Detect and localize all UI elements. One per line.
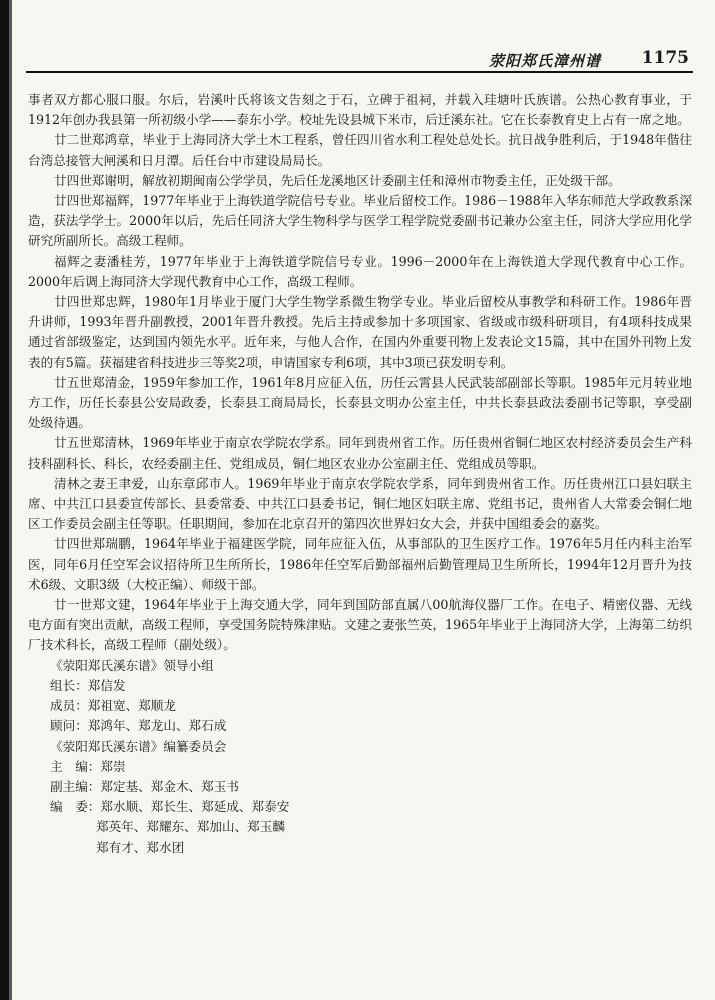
- header-rule: [26, 71, 693, 73]
- scan-binding-shadow: [9, 0, 12, 1000]
- page-header: [26, 48, 693, 72]
- page-number: 1175: [641, 48, 689, 68]
- paragraph-zheng-zhonghui: 廿四世郑忠辉，1980年1月毕业于厦门大学生物学系微生物学专业。毕业后留校从事教学和科研工作。1986年晋升讲师，1993年晋升副教授，2001年晋升教授。先后主持或参加十多项国家、省级或市级科研项目，有4项科技成果通过省部级鉴定，达到国内领先水平。近年来，与他人合作，在国内外重要刊物上发表论文15篇，其中在国外刊物上发表的有5篇。获福建省科技进步三等奖2项，申请国家专利6项，其中3项已获发明专利。: [28, 294, 692, 370]
- running-title: 荥阳郑氏漳州谱: [488, 52, 601, 70]
- leading-group-title: 《荥阳郑氏溪东谱》领导小组: [50, 657, 214, 673]
- editorial-committee-title: 《荥阳郑氏溪东谱》编纂委员会: [50, 738, 227, 754]
- paragraph-zheng-qingjin: 廿五世郑清金，1959年参加工作，1961年8月应征入伍，历任云霄县人民武装部副部长等职。1985年元月转业地方工作，历任长泰县公安局政委，长泰县工商局局长，长泰县文明办公室主任，中共长泰县政法委副书记等职，享受副处级待遇。: [28, 374, 692, 431]
- paragraph-pan-guifang: 福辉之妻潘桂芳，1977年毕业于上海铁道学院信号专业。1996－2000年在上海铁道大学现代教育中心工作。2000年后调上海同济大学现代教育中心工作，高级工程师。: [28, 253, 692, 289]
- paragraph-zheng-fuhui: 廿四世郑福辉，1977年毕业于上海铁道学院信号专业。毕业后留校工作。1986－1988年入华东师范大学政教系深造，获法学学士。2000年以后，先后任同济大学生物科学与医学工程学院党委副书记兼办公室主任，同济大学应用化学研究所副所长。高级工程师。: [28, 193, 692, 249]
- paragraph-zheng-qinglin: 廿五世郑清林，1969年毕业于南京农学院农学系。同年到贵州省工作。历任贵州省铜仁地区农村经济委员会生产科技科副科长、科长，农经委副主任、党组成员，铜仁地区农业办公室副主任、党组成员等职。: [28, 435, 692, 471]
- paragraph-wang-yuai: 清林之妻王聿爱，山东章邱市人。1969年毕业于南京农学院农学系，同年到贵州省工作。历任贵州江口县妇联主席、中共江口县委宣传部长、县委常委、中共江口县委书记，铜仁地区妇联主席、党组书记，贵州省人大常委会铜仁地区工作委员会副主任等职。任职期间，参加在北京召开的第四次世界妇女大会，并获中国组委会的嘉奖。: [28, 475, 692, 532]
- editors-line-3: 郑有才、郑水团: [96, 839, 185, 855]
- credits-block: [28, 656, 692, 858]
- advisors-line: 顾问：郑鸿年、郑龙山、郑石成: [50, 718, 227, 734]
- chief-editor-line: 主 编：郑崇: [50, 758, 126, 774]
- deputy-editor-line: 副主编：郑定基、郑金木、郑玉书: [50, 778, 239, 794]
- editors-line-1: 编 委：郑水顺、郑长生、郑延成、郑泰安: [50, 799, 290, 815]
- paragraph-continuation: 事者双方都心服口服。尔后，岩溪叶氏将该文告刻之于石，立碑于祖祠，并载入珪塘叶氏族谱。公热心教育事业，于1912年创办我县第一所初级小学——泰东小学。校址先设县城下米市，后迁溪东社。它在长泰教育史上占有一席之地。: [28, 92, 692, 128]
- paragraph-zheng-wenjian: 廿一世郑文建，1964年毕业于上海交通大学，同年到国防部直属八00航海仪器厂工作。在电子、精密仪器、无线电方面有突出贡献，高级工程师，享受国务院特殊津贴。文建之妻张竺英，1965年毕业于上海同济大学，上海第二纺织厂技术科长，高级工程师（副处级）。: [28, 597, 692, 653]
- members-line: 成员：郑祖宽、郑顺龙: [50, 698, 176, 714]
- scan-binding-edge: [0, 0, 9, 1000]
- editors-line-2: 郑英年、郑耀东、郑加山、郑玉麟: [96, 819, 285, 835]
- leader-line: 组长：郑信发: [50, 677, 126, 693]
- paragraph-zheng-hongzhang: 廿二世郑鸿章，毕业于上海同济大学土木工程系，曾任四川省水利工程处总处长。抗日战争胜利后，于1948年偕往台湾总接管大闸溪和日月潭。后任台中市建设局局长。: [28, 132, 692, 168]
- paragraph-zheng-xieming: 廿四世郑谢明，解放初期闽南公学学员，先后任龙溪地区计委副主任和漳州市物委主任，正处级干部。: [54, 172, 621, 188]
- page-body: [28, 90, 692, 858]
- paragraph-zheng-ruipeng: 廿四世郑瑞鹏，1964年毕业于福建医学院，同年应征入伍，从事部队的卫生医疗工作。1976年5月任内科主治军医，同年6月任空军会议招待所卫生所所长，1986年任空军后勤部福州后勤管理局卫生所所长，1994年12月晋升为技术6级、文职3级（大校正编）、师级干部。: [28, 536, 692, 592]
